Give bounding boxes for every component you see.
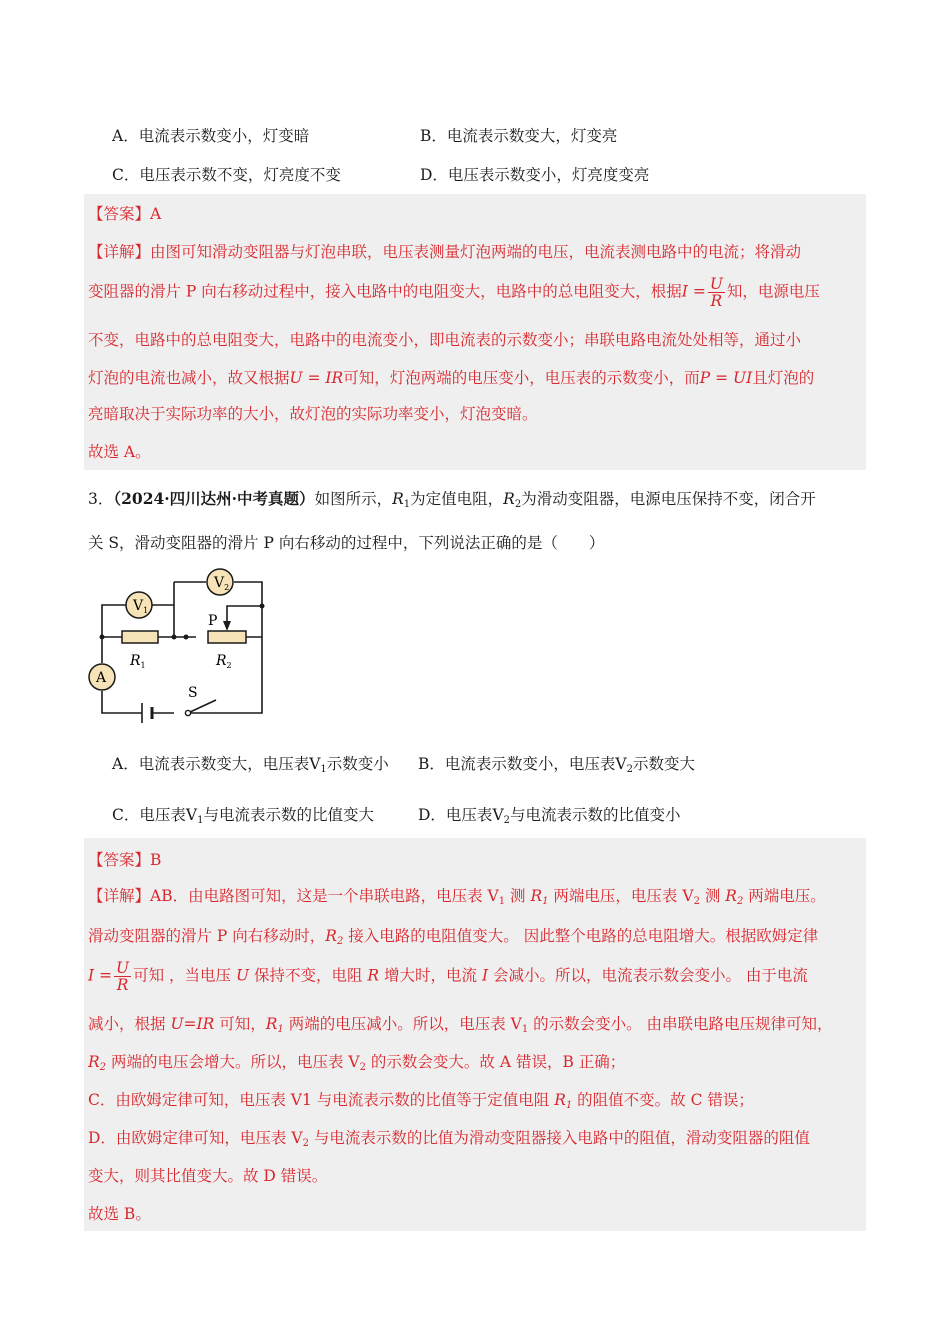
detail-text: 两端的电压会增大。所以，电压表 V [106,1053,360,1071]
rheostat-r2 [208,631,246,643]
detail-text: C．由欧姆定律可知，电压表 V1 与电流表示数的比值等于定值电阻 [88,1091,555,1109]
r2-symbol: R [503,490,515,508]
fraction-u-over-r [708,276,725,309]
symbol-r: R [367,966,380,985]
option-text: A．电流表示数变大，电压表 [112,755,310,773]
subscript: 2 [302,1138,309,1149]
resistor-symbol: R [554,1091,566,1109]
detail-text: 的示数会变大。故 A 错误，B 正确； [365,1053,626,1071]
q3-answer-label: 【答案】B [88,851,162,869]
voltmeter-symbol: V [492,806,504,824]
q2-conclusion: 故选 A。 [88,443,151,461]
detail-text: 两端电压。 [743,887,826,905]
detail-text: 两端的电压减小。所以，电压表 V [283,1015,522,1033]
q3-stem-line-1 [88,487,816,510]
q3-option-a [112,752,389,775]
q2-detail-line-5: 亮暗取决于实际功率的大小，故灯泡的实际功率变小，灯泡变暗。 [88,405,538,423]
option-text: C．电压表 [112,806,186,824]
detail-text: 测 [699,887,726,905]
q3-stem-text: 为定值电阻， [410,490,504,508]
question-source: （2024·四川达州·中考真题） [113,489,315,508]
q2-detail-line-3: 不变，电路中的总电阻变大，电路中的电流变小，即电流表的示数变小；串联电路电流处处相等，通过小 [88,331,802,349]
r2-subscript: 2 [514,499,522,510]
subscript: 1 [521,1024,529,1035]
resistor-r1 [122,631,158,643]
detail-text: 接入电路的电阻值变大。 因此整个电路的总电阻增大。根据欧姆定律 [343,927,819,945]
q3-stem-text: 如图所示， [314,490,393,508]
subscript: 2 [99,1062,107,1073]
voltmeter-symbol: V [615,755,627,773]
equation-p-ui: P = UI [699,369,753,387]
q2-option-c: C．电压表示数不变，灯亮度不变 [112,166,341,184]
option-text: 示数变小 [326,755,389,773]
junction-dot [260,604,265,609]
detail-text: 与电流表示数的比值为滑动变阻器接入电路中的阻值，滑动变阻器的阻值 [308,1129,810,1147]
detail-text: 的示数会变小。 由串联电路电压规律可知， [528,1015,833,1033]
q2-option-d: D．电压表示数变小，灯亮度变亮 [420,166,650,184]
fraction-denominator: R [116,976,129,994]
q3-detail-line-2 [88,924,818,947]
q3-detail-line-5 [88,1050,625,1073]
option-text: 与电流表示数的比值变小 [510,806,681,824]
fraction-numerator: U [116,959,130,977]
subscript: 1 [277,1024,284,1035]
switch-s-label: S [188,685,198,701]
slider-arrow [223,621,231,631]
detail-text: 可知， [214,1015,266,1033]
detail-text: 滑动变阻器的滑片 P 向右移动时， [88,927,326,945]
detail-text: 【详解】AB．由电路图可知，这是一个串联电路，电压表 V [88,887,499,905]
detail-text: 增大时，电流 [379,966,482,985]
ohm-law-lhs: I = [681,282,706,301]
detail-text: 测 [505,887,531,905]
q2-option-b: B．电流表示数变大，灯变亮 [420,127,618,145]
subscript: 2 [359,1062,366,1073]
q3-detail-line-1 [88,884,826,907]
q2-answer-label: 【答案】A [88,205,162,223]
subscript: 2 [736,896,744,907]
subscript: 2 [503,815,511,826]
q3-answer-box [84,838,866,1231]
q2-detail-line-2 [88,276,820,309]
q2-detail-line-1: 【详解】由图可知滑动变阻器与灯泡串联，电压表测量灯泡两端的电压，电流表测电路中的电流；将滑动 [88,243,802,261]
detail-text: 会减小。所以，电流表示数会变小。 由于电流 [488,966,808,985]
junction-dot [100,635,105,640]
subscript: 2 [336,936,344,947]
detail-text: D．由欧姆定律可知，电压表 V [88,1129,303,1147]
q3-option-d [418,803,681,826]
q2-detail-text: 且灯泡的 [752,369,815,387]
slider-p-label: P [208,613,218,629]
q3-stem-text: 为滑动变阻器，电源电压保持不变，闭合开 [521,490,816,508]
voltmeter-symbol: V [185,806,198,824]
resistor-symbol: R [325,927,337,945]
question-number: 3． [88,490,114,508]
v1-label: $V_1$ [133,598,149,615]
q3-detail-line-3 [88,960,808,993]
fraction-denominator: R [710,292,723,310]
q2-option-a: A．电流表示数变小，灯变暗 [112,127,310,145]
subscript: 2 [693,896,700,907]
switch-contact [185,710,190,715]
resistor-symbol: R [265,1015,278,1033]
subscript: 1 [498,896,506,907]
q3-option-b [418,752,695,775]
option-text: D．电压表 [418,806,493,824]
resistor-symbol: R [725,887,737,905]
r1-subscript: 1 [403,499,411,510]
q3-detail-line-7 [88,1126,810,1149]
subscript: 1 [542,896,549,907]
voltmeter-symbol: V [309,755,321,773]
q3-option-c [112,803,374,826]
option-text: 示数变大 [632,755,695,773]
equation-u-ir: U=IR [170,1015,215,1033]
subscript: 1 [197,815,204,826]
q3-detail-line-4 [88,1012,833,1035]
detail-text: 的阻值不变。故 C 错误； [572,1091,754,1109]
q2-answer-box [84,194,866,470]
q2-detail-text: 灯泡的电流也减小，故又根据 [88,369,290,387]
symbol-u: U [235,966,250,985]
fraction-numerator: U [709,275,723,293]
resistor-symbol: R [530,887,543,905]
junction-dot [184,635,189,640]
option-text: 与电流表示数的比值变大 [203,806,374,824]
detail-text: 可知 ，当电压 [133,966,236,985]
q3-stem-line-2: 关 S，滑动变阻器的滑片 P 向右移动的过程中，下列说法正确的是（ ） [88,534,605,552]
q2-detail-text: 知，电源电压 [726,282,820,301]
q3-detail-line-6 [88,1088,754,1111]
equation-u-ir: U = IR [289,369,344,387]
fraction-u-over-r [114,960,131,993]
q2-detail-text: 变阻器的滑片 P 向右移动过程中，接入电路中的电阻变大，电路中的总电阻变大，根据 [88,282,682,301]
subscript: 2 [626,764,633,775]
q2-detail-text: 可知，灯泡两端的电压变小，电压表的示数变小，而 [343,369,700,387]
q3-conclusion: 故选 B。 [88,1205,151,1223]
resistor-symbol: R [88,1053,100,1071]
q3-detail-line-8: 变大，则其比值变大。故 D 错误。 [88,1167,328,1185]
v2-label: $V_2$ [214,575,230,592]
junction-dot [172,635,177,640]
r2-label: $R_2$ [216,653,232,670]
symbol-i: I [481,966,489,985]
circuit-diagram [80,565,280,725]
subscript: 1 [565,1100,573,1111]
detail-text: 减小，根据 [88,1015,171,1033]
r1-symbol: R [392,490,404,508]
r1-label: $R_1$ [130,653,146,670]
subscript: 1 [320,764,327,775]
ammeter-label: A [96,670,107,686]
detail-text: 两端电压，电压表 V [548,887,694,905]
q2-detail-line-4 [88,366,814,388]
option-text: B．电流表示数变小，电压表 [418,755,616,773]
detail-text: 保持不变，电阻 [249,966,368,985]
ohm-law-lhs: I = [88,966,113,985]
